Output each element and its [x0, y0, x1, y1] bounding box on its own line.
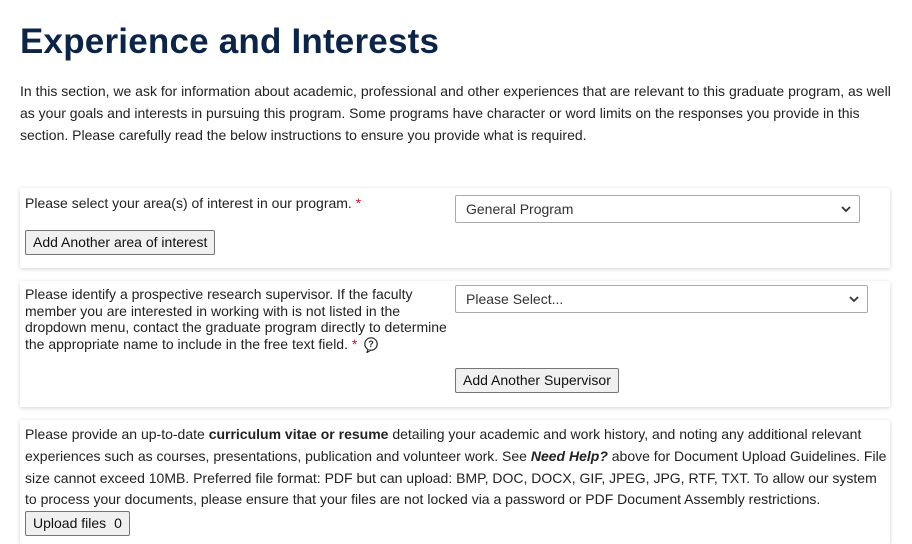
chevron-down-icon [847, 286, 861, 312]
area-of-interest-selected: General Program [466, 201, 574, 217]
section-intro: In this section, we ask for information about academic, professional and other experiences that are relevant to this graduate program, as well as your goals and interests in pursuing this program. Some programs have character or word limits on the responses you provide in this section. Please carefully read the below instructions to ensure you provide what is required. [20, 83, 891, 143]
supervisor-select[interactable] [455, 285, 868, 313]
area-of-interest-card [20, 188, 890, 268]
required-marker: * [351, 335, 358, 352]
required-marker: * [355, 195, 362, 211]
upload-files-label: Upload files [33, 515, 107, 531]
cv-emphasis: curriculum vitae or resume [208, 426, 389, 442]
need-help-reference: Need Help? [530, 447, 608, 464]
question-speech-bubble-icon[interactable] [363, 337, 379, 353]
svg-text:?: ? [368, 338, 374, 349]
supervisor-card [20, 281, 890, 407]
area-of-interest-select[interactable] [455, 195, 860, 223]
area-of-interest-label: Please select your area(s) of interest in our program. * [25, 195, 362, 211]
cv-instructions: Please provide an up-to-date curriculum vitae or resume detailing your academic and work history, and noting any additional relevant experiences such as courses, presentations, publication and volunteer work. See Need Help? above for Document Upload Guidelines. File size cannot exceed 10MB. Preferred file format: PDF but can upload: BMP, DOC, DOCX, GIF, JPEG, JPG, RTF, TXT. To allow our system to process your documents, please ensure that your files are not locked via a password or PDF Document Assembly restrictions. [25, 426, 887, 508]
supervisor-selected: Please Select... [466, 291, 564, 307]
supervisor-label: Please identify a prospective research supervisor. If the faculty member you are interested in working with is not listed in the dropdown menu, contact the graduate program directly to determine the appropriate name to include in the free text field. * ? [25, 286, 447, 352]
cv-upload-card [20, 420, 890, 544]
chevron-down-icon [839, 196, 853, 222]
add-supervisor-button[interactable]: Add Another Supervisor [455, 368, 619, 393]
add-area-of-interest-button[interactable]: Add Another area of interest [25, 230, 215, 255]
upload-files-button[interactable] [25, 511, 130, 536]
page-title: Experience and Interests [20, 22, 440, 61]
upload-count: 0 [114, 515, 122, 531]
